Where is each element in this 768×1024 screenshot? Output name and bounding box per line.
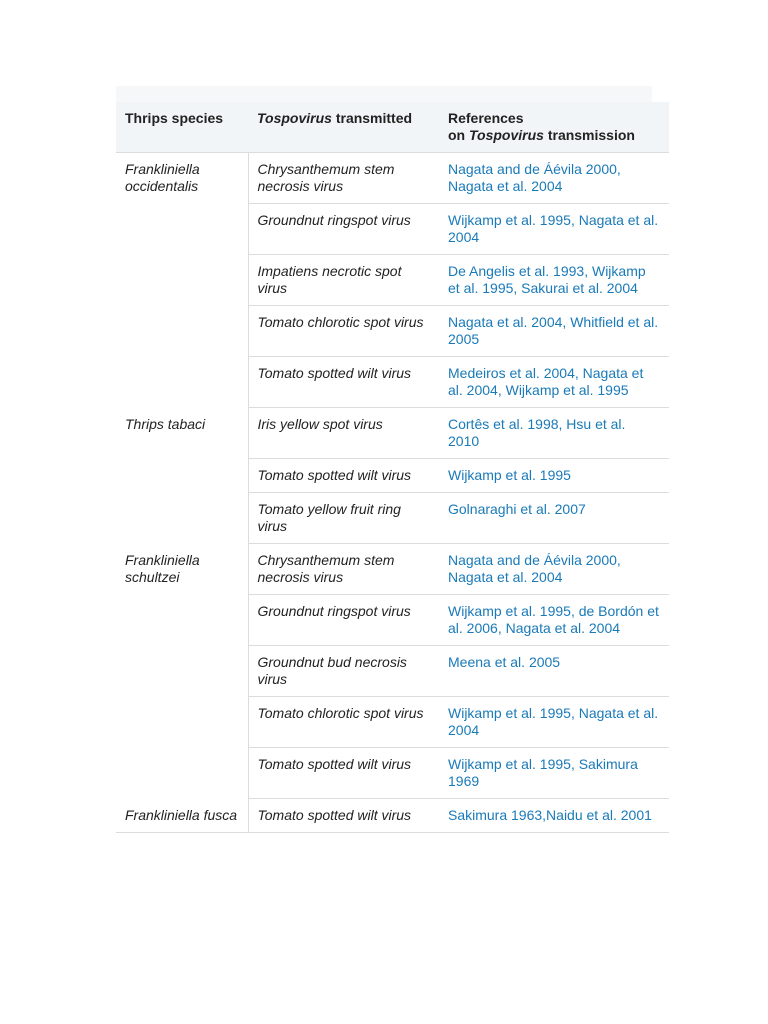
virus-cell: Chrysanthemum stem necrosis virus (248, 544, 439, 595)
virus-cell: Groundnut ringspot virus (248, 595, 439, 646)
references-link[interactable]: Wijkamp et al. 1995 (439, 459, 669, 493)
virus-cell: Iris yellow spot virus (248, 408, 439, 459)
virus-cell: Tomato spotted wilt virus (248, 748, 439, 799)
thrips-species-cell: Thrips tabaci (116, 408, 248, 544)
references-link[interactable]: Nagata et al. 2004, Whitfield et al. 2005 (439, 306, 669, 357)
virus-cell: Groundnut ringspot virus (248, 204, 439, 255)
references-link[interactable]: De Angelis et al. 1993, Wijkamp et al. 1995, Sakurai et al. 2004 (439, 255, 669, 306)
virus-cell: Tomato spotted wilt virus (248, 357, 439, 408)
virus-cell: Chrysanthemum stem necrosis virus (248, 153, 439, 204)
virus-cell: Tomato chlorotic spot virus (248, 306, 439, 357)
references-link[interactable]: Wijkamp et al. 1995, Nagata et al. 2004 (439, 697, 669, 748)
virus-cell: Tomato spotted wilt virus (248, 799, 439, 833)
thrips-species-cell: Frankliniella fusca (116, 799, 248, 833)
thrips-species-cell: Frankliniella occidentalis (116, 153, 248, 408)
references-link[interactable]: Wijkamp et al. 1995, Nagata et al. 2004 (439, 204, 669, 255)
virus-cell: Tomato chlorotic spot virus (248, 697, 439, 748)
table-row (116, 544, 669, 595)
virus-cell: Groundnut bud necrosis virus (248, 646, 439, 697)
virus-cell: Tomato spotted wilt virus (248, 459, 439, 493)
header-tospovirus-transmitted: Tospovirus transmitted (248, 102, 439, 153)
table-body (116, 153, 669, 833)
references-link[interactable]: Cortês et al. 1998, Hsu et al. 2010 (439, 408, 669, 459)
table-header (116, 102, 669, 153)
thrips-species-cell: Frankliniella schultzei (116, 544, 248, 799)
references-link[interactable]: Nagata and de Áévila 2000, Nagata et al. 2004 (439, 544, 669, 595)
references-link[interactable]: Wijkamp et al. 1995, Sakimura 1969 (439, 748, 669, 799)
references-link[interactable]: Medeiros et al. 2004, Nagata et al. 2004, Wijkamp et al. 1995 (439, 357, 669, 408)
references-link[interactable]: Golnaraghi et al. 2007 (439, 493, 669, 544)
virus-cell: Tomato yellow fruit ring virus (248, 493, 439, 544)
header-row (116, 102, 669, 153)
header-thrips-species: Thrips species (116, 102, 248, 153)
table-row (116, 408, 669, 459)
header-top-strip (116, 86, 652, 102)
table-row (116, 153, 669, 204)
header-references: References on Tospovirus transmission (439, 102, 669, 153)
references-link[interactable]: Wijkamp et al. 1995, de Bordón et al. 2006, Nagata et al. 2004 (439, 595, 669, 646)
thrips-tospovirus-table (116, 102, 669, 833)
references-link[interactable]: Nagata and de Áévila 2000, Nagata et al. 2004 (439, 153, 669, 204)
references-link[interactable]: Sakimura 1963,Naidu et al. 2001 (439, 799, 669, 833)
virus-cell: Impatiens necrotic spot virus (248, 255, 439, 306)
table-row (116, 799, 669, 833)
references-link[interactable]: Meena et al. 2005 (439, 646, 669, 697)
